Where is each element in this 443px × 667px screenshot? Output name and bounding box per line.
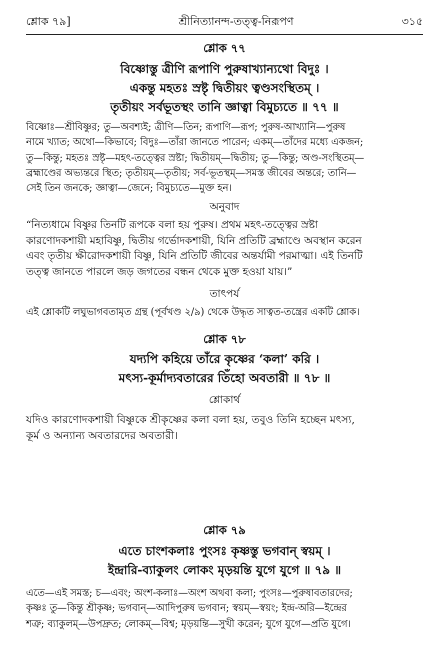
sloka-79-heading: শ্লোক ৭৯ [203,523,246,537]
verse-line: ইন্দ্রারি-ব্যাকুলং লোকং মৃড়য়ন্তি যুগে যুগে ॥ ৭৯ ॥ [107,563,342,577]
translation-line: এবং তৃতীয় ক্ষীরোদকশায়ী বিষ্ণু, যিনি প্রতিটি জীবের অন্তর্যামী পরমাত্মা। এই তিনটি [26,250,363,263]
verse-line: মৎস্য-কূর্মাদ্যবতারের তিঁহো অবতারী ॥ ৭৮ ॥ [118,371,331,385]
header-verse-ref: শ্লোক ৭৯] [26,15,71,28]
verse-line: তৃতীয়ং সর্বভূতস্থং তানি জ্ঞাত্বা বিমুচ্যতে ॥ ৭৭ ॥ [110,100,339,114]
gloss-line: ব্রহ্মাণ্ডের অভ্যন্তরে স্থিত; তৃতীয়ম্—তৃতীয়; সর্ব-ভূতস্থম্—সমস্ত জীবের অন্তরে; তানি— [26,167,357,179]
verse-line: যদ্যপি কহিয়ে তাঁরে কৃষ্ণের ‘কলা’ করি । [129,352,320,366]
tatparya-heading: তাৎপর্য [209,288,240,300]
sloka-77-verse [26,60,423,117]
gloss-line: নামে খ্যাত; অথো—কিভাবে; বিদুঃ—তাঁরা জানতে পারেন; একম্—তাঁদের মধ্যে একজন; [26,137,364,149]
header-rule [26,34,423,35]
sloka-77-translation [26,218,423,280]
sloka-77-purport: এই শ্লোকটি লঘুভাগবতামৃত গ্রন্থ (পূর্বখণ্ড ২/৯) থেকে উদ্ধৃত সাত্বত-তন্ত্রের একটি শ্লোক। [26,307,360,318]
gloss-line: তু—কিন্তু; মহতঃ স্রষ্টৃ—মহৎ-তত্ত্বের স্রষ্টা; দ্বিতীয়ম্—দ্বিতীয়; তু—কিন্তু; অণ্ড-সংস্থিতম্— [26,152,365,164]
sloka-79-word-meanings [26,586,423,632]
sloka-78-verse [26,350,423,388]
verse-line: এতে চাংশকলাঃ পুংসঃ কৃষ্ণস্তু ভগবান্ স্বয়ম্ । [118,544,331,558]
gloss-line: সেই তিন জনকে; জ্ঞাত্বা—জেনে; বিমুচ্যতে—মুক্ত হন। [26,183,232,195]
translation-line: যদিও কারণোদকশায়ী বিষ্ণুকে শ্রীকৃষ্ণের কলা বলা হয়, তবুও তিনি হচ্ছেন মৎস্য, [26,414,355,426]
gloss-line: কৃষ্ণঃ তু—কিন্তু শ্রীকৃষ্ণ; ভগবান্—আদিপুরুষ ভগবান; স্বয়ম্—স্বয়ং; ইন্দ্র-অরি—ইন্দ্রের [26,603,347,615]
anubad-heading: অনুবাদ [209,201,240,213]
verse-line: একন্তু মহতঃ স্রষ্টৃ দ্বিতীয়ং ত্বণ্ডসংস্থিতম্ । [129,81,320,95]
sloka-77-word-meanings [26,120,423,196]
translation-line: কূর্ম ও অন্যান্য অবতারদের অবতারী। [26,430,178,442]
slokartha-heading: শ্লোকার্থ [208,394,241,406]
verse-line: বিষ্ণোস্তু ত্রীণি রূপাণি পুরুষাখ্যান্যথো বিদুঃ । [120,62,329,76]
gloss-line: বিষ্ণোঃ—শ্রীবিষ্ণুর; তু—অবশ্যই; ত্রীণি—তিন; রূপাণি—রূপ; পুরুষ-আখ্যানি—পুরুষ [26,122,346,133]
header-chapter-title: শ্রীনিত্যানন্দ-তত্ত্ব-নিরূপণ [178,15,294,28]
translation-line: কারণোদকশায়ী মহাবিষ্ণু, দ্বিতীয় গর্ভোদকশায়ী, যিনি প্রতিটি ব্রহ্মাণ্ডে অবস্থান করেন [26,234,362,247]
gloss-line: শত্রু; ব্যাকুলম্—উপদ্রুত; লোকম্—বিশ্ব; মৃড়য়ন্তি—সুখী করেন; যুগে যুগে—প্রতি যুগে। [26,618,351,630]
sloka-77-heading: শ্লোক ৭৭ [203,41,246,55]
header-page-number: ৩১৫ [401,15,423,28]
sloka-79-verse [26,542,423,580]
sloka-78-translation [26,412,423,444]
translation-line: “নিত্যধামে বিষ্ণুর তিনটি রূপকে বলা হয় পুরুষ। প্রথম মহৎ-তত্ত্বের স্রষ্টা [26,219,318,231]
translation-line: তত্ত্ব জানতে পারলে জড় জগতের বন্ধন থেকে মুক্ত হওয়া যায়।” [26,265,293,278]
gloss-line: এতে—এই সমস্ত; চ—এবং; অংশ-কলাঃ—অংশ অথবা কলা; পুংসঃ—পুরুষাবতারদের; [26,588,353,599]
sloka-78-heading: শ্লোক ৭৮ [203,332,246,346]
running-header [26,12,423,32]
